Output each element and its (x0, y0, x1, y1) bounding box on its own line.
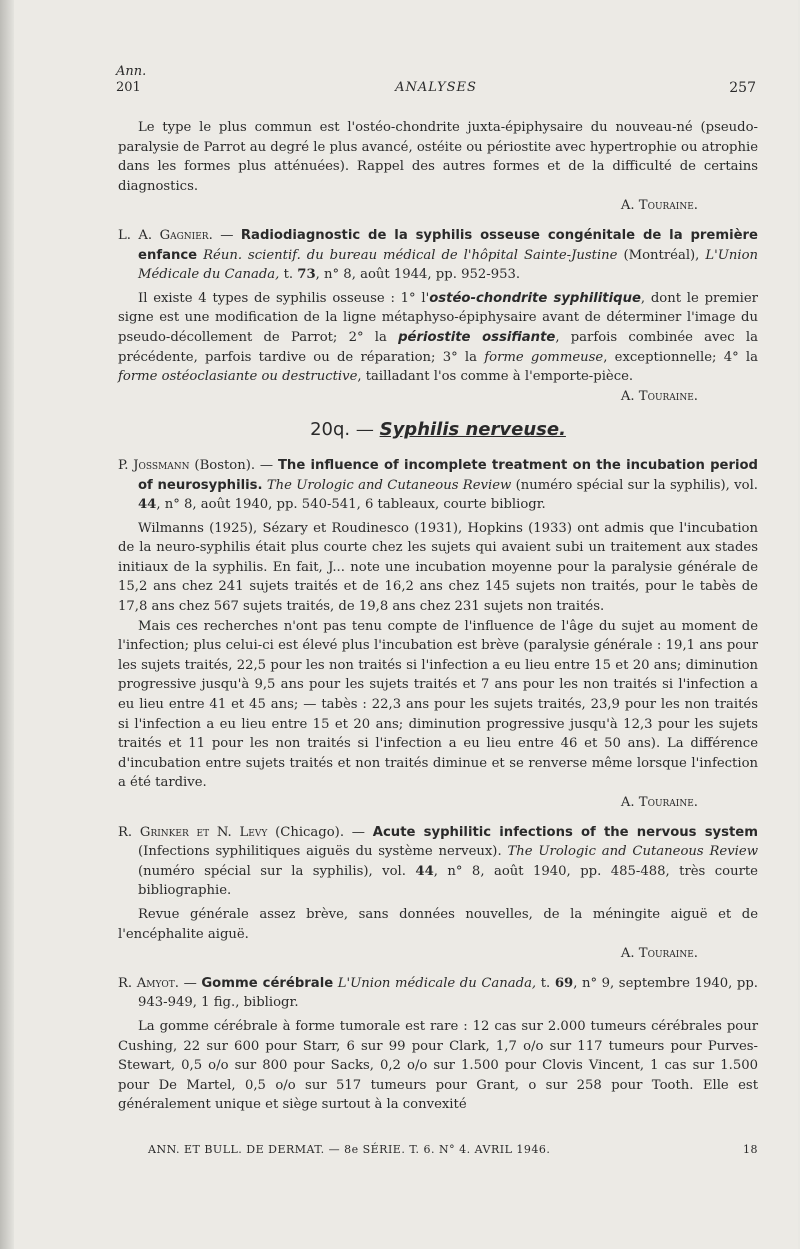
footer (148, 1143, 758, 1156)
entry-gagnier (118, 226, 758, 406)
entry-heading: R. Grinker et N. Levy (Chicago). — Acute syphilitic infections of the nervous system (Infections syphilitiques aiguës du système nerveux). The Urologic and Cutaneous Review (numéro spécial sur la syphilis), vol. 44, n° 8, août 1940, pp. 485-488, très courte bibliographie. (118, 824, 758, 899)
signature-mark: 18 (743, 1143, 758, 1156)
author: L. A. Gagnier. (118, 227, 213, 243)
volume: 73 (297, 267, 316, 283)
entry-jossmann (118, 456, 758, 813)
signature: A. Touraine. (620, 388, 698, 404)
entry-heading: P. Jossmann (Boston). — The influence of incomplete treatment on the incubation period of neurosyphilis. The Urologic and Cutaneous Review (numéro spécial sur la syphilis), vol. 44, n° 8, août 1940, pp. 540-541, 6 tableaux, courte bibliogr. (118, 457, 758, 513)
entry-heading: R. Amyot. — Gomme cérébrale L'Union médicale du Canada, t. 69, n° 9, septembre 1940, pp. 943-949, 1 fig., bibliogr. (118, 975, 758, 1011)
entry-body: Revue générale assez brève, sans données nouvelles, de la méningite aiguë et de l'encéphalite aiguë. (118, 906, 758, 942)
section-heading: 20q. — Syphilis nerveuse. (310, 419, 566, 441)
running-head (116, 80, 756, 100)
entry-heading: L. A. Gagnier. — Radiodiagnostic de la syphilis osseuse congénitale de la première enfance Réun. scientif. du bureau médical de l'hôpital Sainte-Justine (Montréal), L'Union Médicale du Canada, t. 73, n° 8, août 1944, pp. 952-953. (118, 227, 758, 283)
signature: A. Touraine. (620, 198, 698, 214)
signature: A. Touraine. (620, 795, 698, 810)
article-title: Radiodiagnostic de la syphilis osseuse congénitale de la première enfance (138, 227, 758, 263)
entry-body: Il existe 4 types de syphilis osseuse : 1° l'ostéo-chondrite syphilitique, dont le premier signe est une modification de la ligne métaphyso-épiphysaire avant de déterminer l'image du pseudo-décollement de Parrot; 2° la périostite ossifiante, parfois combinée avec la précédente, parfois tardive ou de réparation; 3° la forme gommeuse, exceptionnelle; 4° la forme ostéoclasiante ou destructive, tailladant l'os comme à l'emporte-pièce. (118, 290, 758, 385)
entry-grinker (118, 823, 758, 964)
entry-body: Wilmanns (1925), Sézary et Roudinesco (1931), Hopkins (1933) ont admis que l'incubation de la neuro-syphilis était plus courte chez les sujets qui avaient subi un traitement aux stades initiaux de la syphilis. En fait, J... note une incubation moyenne pour la paralysie générale de 15,2 ans chez 241 sujets traités et de 16,2 ans chez 145 sujets non traités, pour le tabès de 17,8 ans chez 567 sujets traités, de 19,8 ans chez 231 sujets non traités. (118, 520, 758, 615)
entry-amyot (118, 974, 758, 1115)
running-title: ANALYSES (395, 80, 477, 95)
signature: A. Touraine. (620, 946, 698, 962)
page-number-left: 201 (116, 80, 141, 95)
main-text (118, 118, 758, 1115)
handwritten-annotation: Ann. (116, 64, 147, 79)
source: Réun. scientif. du bureau médical de l'hôpital Sainte-Justine (203, 247, 618, 263)
entry-body: Mais ces recherches n'ont pas tenu compte de l'influence de l'âge du sujet au moment de l'infection; plus celui-ci est élevé plus l'incubation est brève (paralysie générale : 19,1 ans pour les sujets traités, 22,5 pour les non traités si l'infection a eu lieu entre 15 et 20 ans; diminution progressive jusqu'à 9,5 ans pour les sujets traités et 7 ans pour les non traités si l'infection a eu lieu entre 41 et 45 ans; — tabès : 22,3 ans pour les sujets traités, 23,9 pour les non traités si l'infection a eu lieu entre 15 et 20 ans; diminution progressive jusqu'à 12,3 pour les sujets traités et 11 pour les non traités si l'infection a eu lieu entre 46 et 50 ans). La différence d'incubation entre sujets traités et non traités diminue et se renverse même lorsque l'infection a été tardive. (118, 618, 758, 791)
intro-paragraph: Le type le plus commun est l'ostéo-chondrite juxta-épiphysaire du nouveau-né (pseudo-paralysie de Parrot au degré le plus avancé, ostéite ou périostite avec hypertrophie ou atrophie dans les formes plus atténuées). Rappel des autres formes et de la difficulté de certains diagnostics. (118, 120, 758, 194)
footer-citation: ANN. ET BULL. DE DERMAT. — 8e SÉRIE. T. 6. N° 4. AVRIL 1946. (148, 1143, 551, 1156)
page-number-right: 257 (729, 80, 756, 96)
page-binding-shadow (0, 0, 14, 1249)
entry-body: La gomme cérébrale à forme tumorale est rare : 12 cas sur 2.000 tumeurs cérébrales pour Cushing, 22 sur 600 pour Starr, 6 sur 99 pour Clark, 1,7 o/o sur 117 tumeurs pour Purves-Stewart, 0,5 o/o sur 800 pour Sacks, 0,2 o/o sur 1.500 pour Clovis Vincent, 1 cas sur 1.500 pour De Martel, 0,5 o/o sur 517 tumeurs pour Grant, o sur 258 pour Tooth. Elle est généralement unique et siège surtout à la convexité (118, 1018, 758, 1113)
